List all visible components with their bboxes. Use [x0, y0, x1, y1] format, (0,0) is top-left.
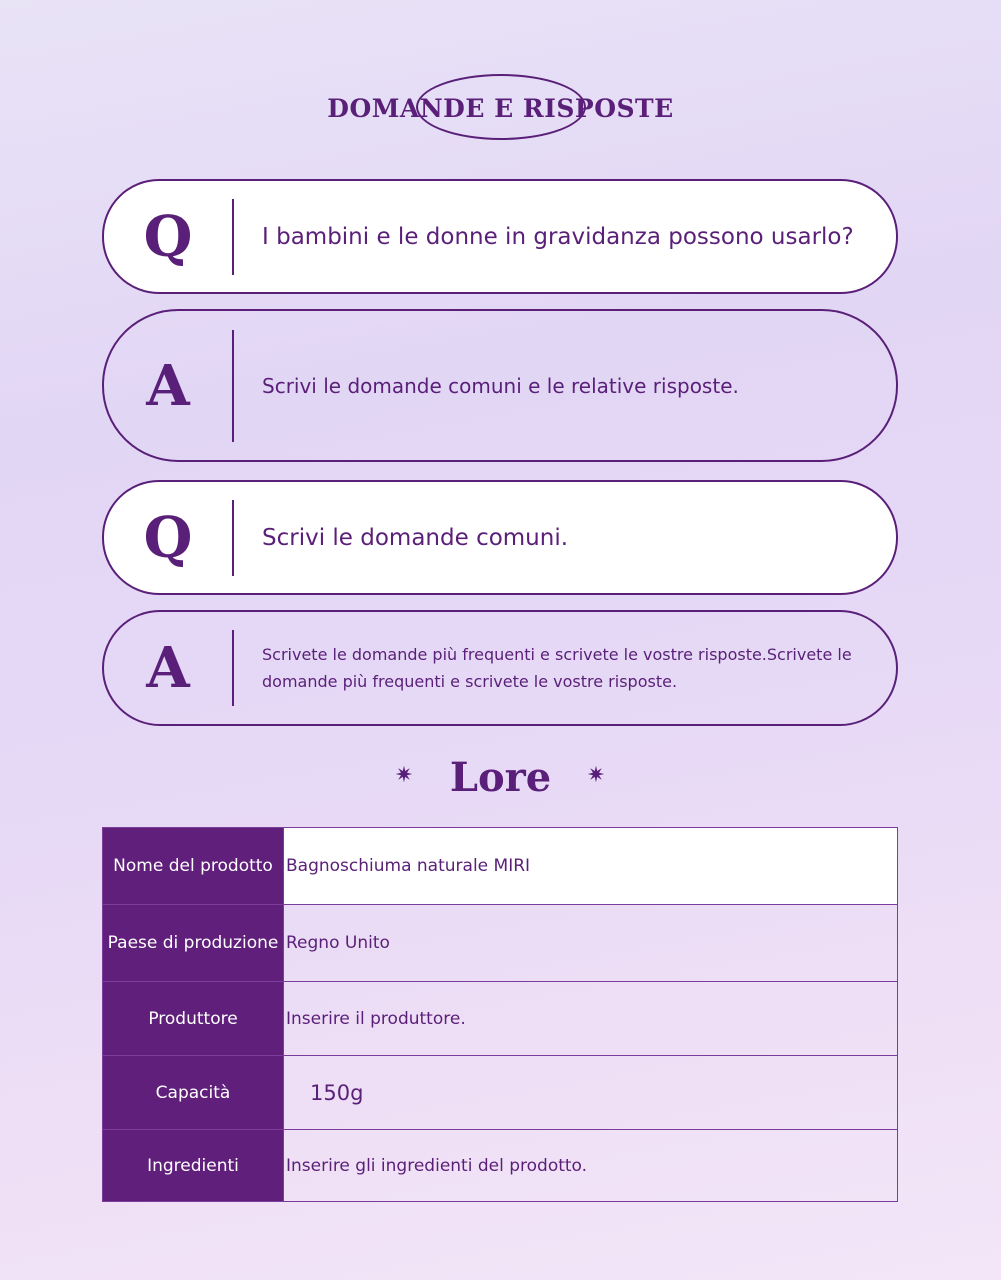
- table-row: [103, 1130, 898, 1202]
- spec-value: Inserire gli ingredienti del prodotto.: [284, 1130, 898, 1202]
- spec-value: Inserire il produttore.: [284, 982, 898, 1056]
- question-letter: Q: [143, 504, 193, 571]
- spec-label: Paese di produzione: [103, 905, 284, 982]
- table-row: [103, 905, 898, 982]
- lore-title: Lore: [449, 754, 552, 801]
- page-title: DOMANDE E RISPOSTE: [327, 94, 674, 123]
- lore-heading: [0, 750, 1001, 810]
- spec-label: Nome del prodotto: [103, 828, 284, 905]
- answer-text: Scrivi le domande comuni e le relative risposte.: [262, 373, 739, 398]
- faq-answer-1: [102, 309, 898, 462]
- table-row: [103, 982, 898, 1056]
- question-letter: Q: [143, 203, 193, 270]
- question-text: I bambini e le donne in gravidanza possono usarlo?: [262, 223, 854, 250]
- table-row: [103, 1056, 898, 1130]
- spec-value: Bagnoschiuma naturale MIRI: [284, 828, 898, 905]
- faq-question-2: [102, 480, 898, 595]
- faq-answer-2: [102, 610, 898, 726]
- faq-header: [0, 72, 1001, 146]
- answer-letter: A: [146, 352, 190, 419]
- spec-label: Produttore: [103, 982, 284, 1056]
- answer-text: Scrivete le domande più frequenti e scrivete le vostre risposte.Scrivete le domande più frequenti e scrivete le vostre risposte.: [262, 645, 852, 691]
- spec-value: Regno Unito: [284, 905, 898, 982]
- spec-value: 150g: [284, 1056, 898, 1130]
- answer-letter: A: [146, 635, 190, 701]
- spec-label: Ingredienti: [103, 1130, 284, 1202]
- sparkle-icon: ✷: [394, 762, 414, 787]
- sparkle-icon: ✷: [586, 762, 606, 787]
- product-spec-table: [102, 827, 898, 1202]
- question-text: Scrivi le domande comuni.: [262, 524, 569, 551]
- spec-label: Capacità: [103, 1056, 284, 1130]
- faq-question-1: [102, 179, 898, 294]
- table-row: [103, 828, 898, 905]
